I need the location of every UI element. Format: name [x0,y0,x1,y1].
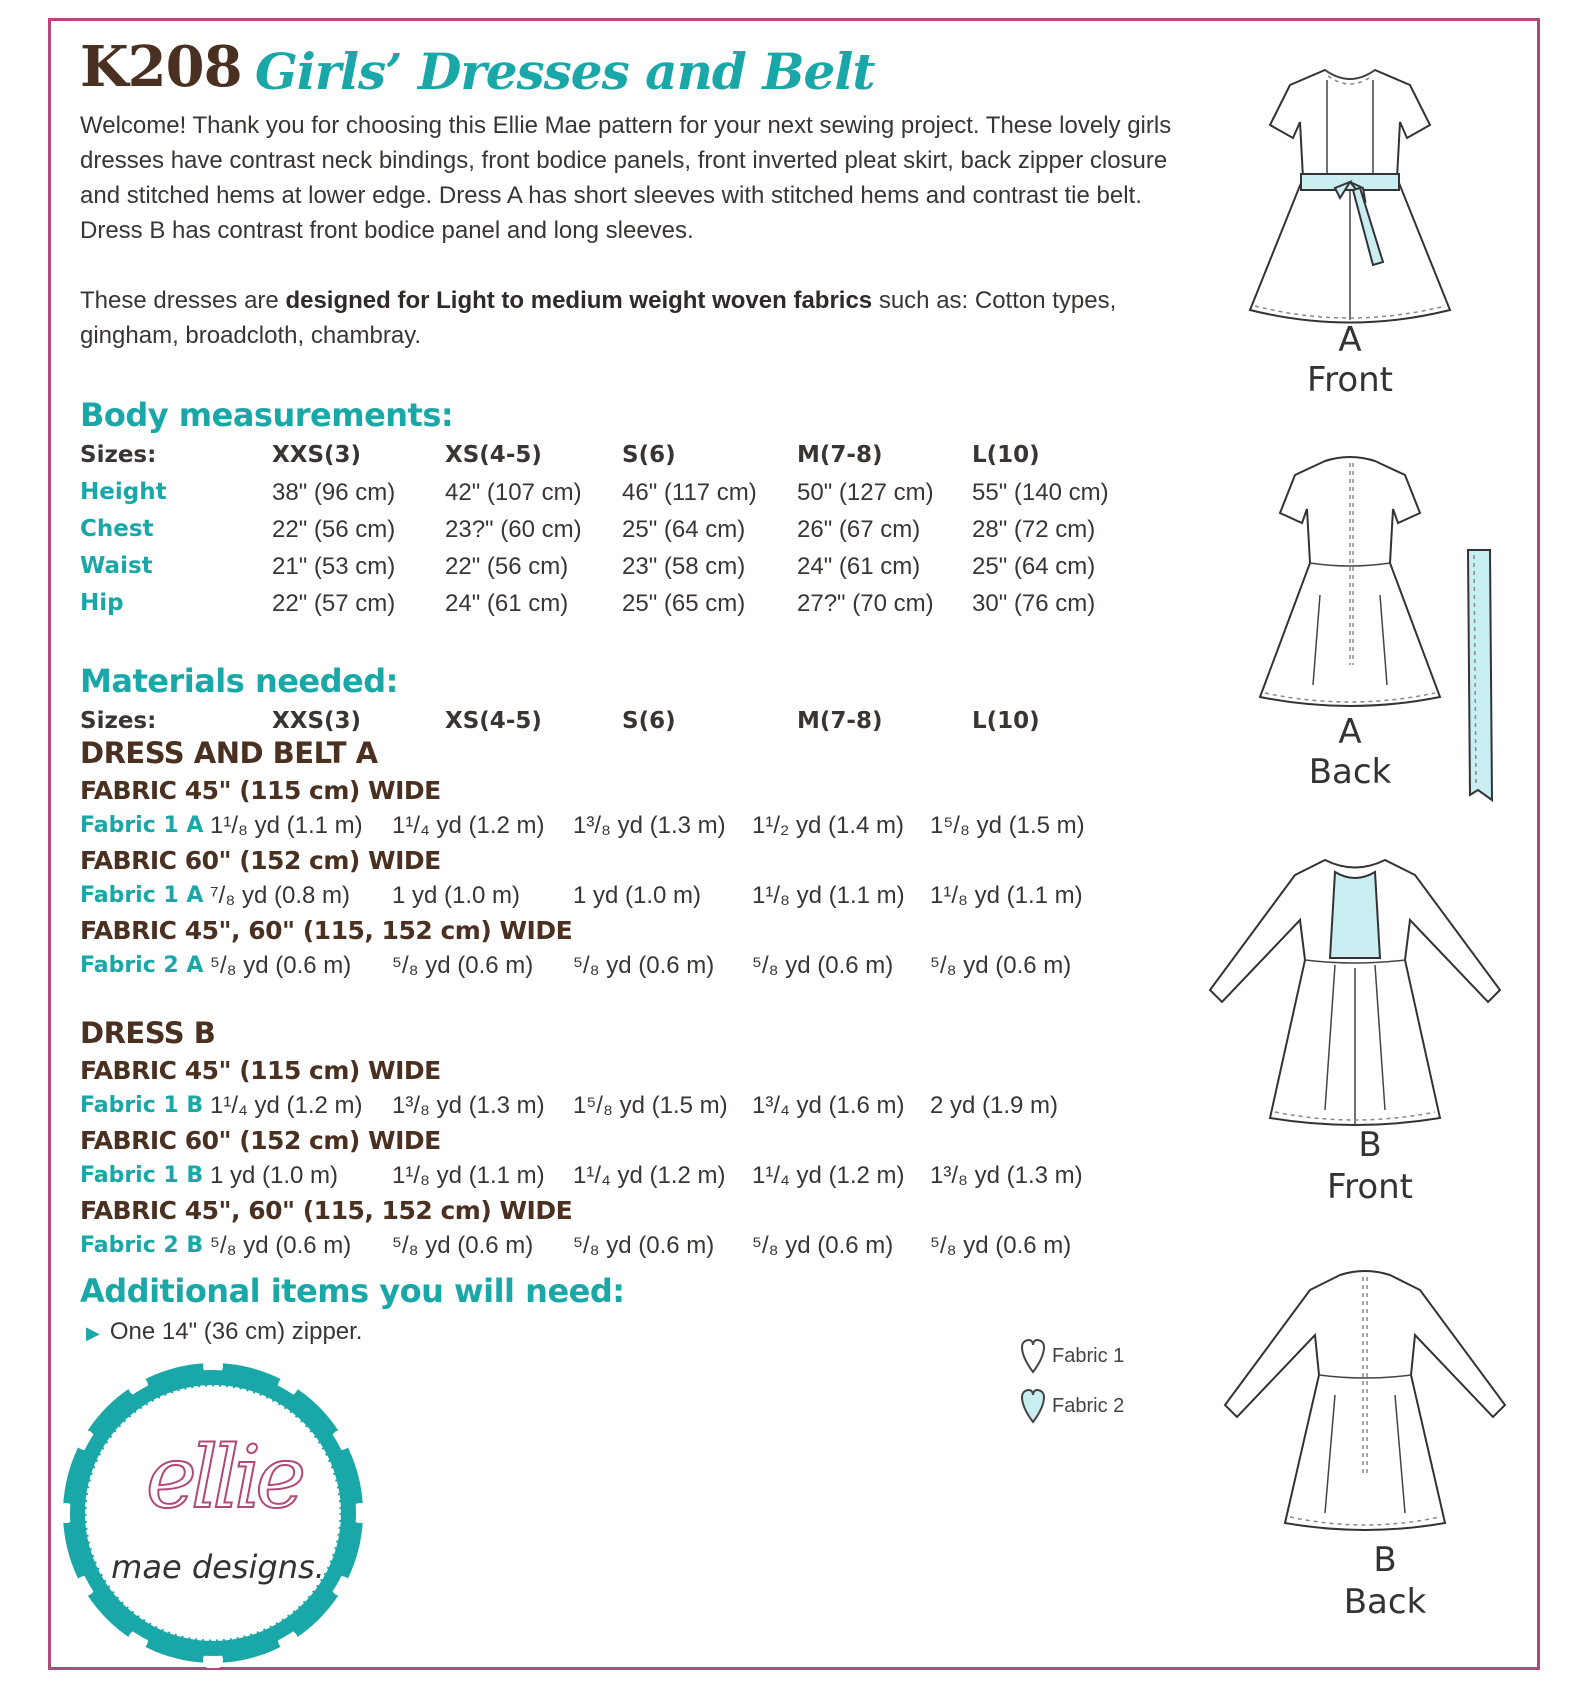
table-cell: ⁵/₈ yd (0.6 m) [210,1232,352,1259]
pattern-code: K208 [80,34,242,100]
table-cell: 25" (65 cm) [622,590,746,617]
legend-item-fabric2 [1020,1388,1124,1424]
table-cell: 1³/₈ yd (1.3 m) [930,1162,1083,1189]
caption-side: Back [1343,1582,1427,1622]
fabric-width-heading: FABRIC 45", 60" (115, 152 cm) WIDE [80,916,573,945]
table-cell: ⁵/₈ yd (0.6 m) [392,952,534,979]
fabric-width-heading: FABRIC 45" (115 cm) WIDE [80,776,441,805]
size-header: XS(4-5) [445,442,542,468]
legend-label: Fabric 2 [1052,1394,1125,1417]
size-header: M(7-8) [797,442,883,468]
fabric-label: Fabric 1 B [80,1163,204,1188]
table-cell: 1¹/₂ yd (1.4 m) [752,812,905,839]
table-cell: 21" (53 cm) [272,553,396,580]
additional-item-text: One 14" (36 cm) zipper. [109,1318,363,1345]
table-cell: 1¹/₄ yd (1.2 m) [752,1162,905,1189]
row-label-hip: Hip [80,590,124,616]
dress-a-back-drawing [1225,435,1475,715]
intro-paragraph: Welcome! Thank you for choosing this Ellie Mae pattern for your next sewing project. These lovely girls dresses have contrast neck bindings, front bodice panels, front inverted pleat skirt, back zipper closure and stitched hems at lower edge. Dress A has short sleeves with stitched hems and contrast tie belt. Dress B has contrast front bodice panel and long sleeves. [80,112,1172,244]
table-cell: 22" (56 cm) [272,516,396,543]
heart-icon [1020,1338,1046,1374]
dress-b-heading: DRESS B [80,1016,216,1050]
caption-side: Front [1307,360,1393,400]
table-cell: 22" (57 cm) [272,590,396,617]
additional-items-heading: Additional items you will need: [80,1272,625,1310]
fabric-rec-bold: designed for Light to medium weight woven fabrics [285,287,873,314]
materials-heading: Materials needed: [80,662,398,700]
table-cell: ⁷/₈ yd (0.8 m) [210,882,350,909]
dress-a-front-drawing [1235,40,1465,330]
caption-view: B [1358,1125,1382,1165]
table-cell: ⁵/₈ yd (0.6 m) [752,1232,894,1259]
sizes-label: Sizes: [80,442,157,468]
size-header: L(10) [972,442,1040,468]
illustration-a-front [1235,40,1465,330]
caption-view: B [1373,1540,1397,1580]
body-measurements-heading: Body measurements: [80,396,454,434]
table-cell: ⁵/₈ yd (0.6 m) [210,952,352,979]
dress-a-heading: DRESS AND BELT A [80,736,378,770]
table-cell: 1¹/₈ yd (1.1 m) [930,882,1083,909]
table-cell: 1 yd (1.0 m) [210,1162,339,1189]
table-cell: 26" (67 cm) [797,516,921,543]
table-cell: ⁵/₈ yd (0.6 m) [573,952,715,979]
fabric-width-heading: FABRIC 60" (152 cm) WIDE [80,1126,441,1155]
table-cell: 24" (61 cm) [797,553,921,580]
table-cell: 23?" (60 cm) [445,516,582,543]
legend-label: Fabric 1 [1052,1344,1125,1367]
caption-view: A [1338,320,1362,360]
table-cell: ⁵/₈ yd (0.6 m) [930,1232,1072,1259]
illustration-b-front [1200,850,1510,1130]
table-cell: 30" (76 cm) [972,590,1096,617]
fabric-label: Fabric 1 B [80,1093,204,1118]
fabric-label: Fabric 2 A [80,953,204,978]
table-cell: 1³/₈ yd (1.3 m) [573,812,726,839]
caption-side: Front [1327,1167,1413,1207]
table-cell: 42" (107 cm) [445,479,582,506]
size-header: XS(4-5) [445,708,542,734]
table-cell: ⁵/₈ yd (0.6 m) [573,1232,715,1259]
size-header: S(6) [622,442,676,468]
table-cell: 2 yd (1.9 m) [930,1092,1059,1119]
table-cell: 1¹/₄ yd (1.2 m) [573,1162,726,1189]
fabric-legend [1020,1338,1124,1424]
row-label-chest: Chest [80,516,154,542]
size-header: L(10) [972,708,1040,734]
size-header: XXS(3) [272,708,362,734]
caption-view: A [1338,712,1362,752]
heart-icon [1020,1388,1046,1424]
logo-subtitle: mae designs. [111,1548,325,1586]
sizes-label: Sizes: [80,708,157,734]
table-cell: 1¹/₈ yd (1.1 m) [752,882,905,909]
fabric-label: Fabric 2 B [80,1233,204,1258]
dress-b-front-drawing [1200,850,1510,1130]
fabric-rec-pre: These dresses are [80,287,286,314]
table-cell: 1¹/₈ yd (1.1 m) [392,1162,545,1189]
table-cell: 22" (56 cm) [445,553,569,580]
table-cell: 1¹/₈ yd (1.1 m) [210,812,363,839]
ellie-mae-logo [58,1358,368,1668]
fabric-width-heading: FABRIC 60" (152 cm) WIDE [80,846,441,875]
table-cell: 27?" (70 cm) [797,590,934,617]
table-cell: 24" (61 cm) [445,590,569,617]
logo-script: ellie [145,1428,301,1528]
belt-drawing [1460,545,1500,805]
table-cell: 38" (96 cm) [272,479,396,506]
table-cell: 1⁵/₈ yd (1.5 m) [573,1092,728,1119]
arrow-bullet-icon: ▶ [86,1323,100,1343]
table-cell: 1 yd (1.0 m) [573,882,702,909]
table-cell: 28" (72 cm) [972,516,1096,543]
fabric-width-heading: FABRIC 45", 60" (115, 152 cm) WIDE [80,1196,573,1225]
size-header: XXS(3) [272,442,362,468]
illustration-b-back [1215,1255,1515,1535]
size-header: M(7-8) [797,708,883,734]
table-cell: 1¹/₄ yd (1.2 m) [210,1092,363,1119]
table-cell: ⁵/₈ yd (0.6 m) [930,952,1072,979]
fabric-width-heading: FABRIC 45" (115 cm) WIDE [80,1056,441,1085]
fabric-recommendation [80,283,1200,353]
table-cell: 25" (64 cm) [972,553,1096,580]
table-cell: 1³/₄ yd (1.6 m) [752,1092,905,1119]
table-cell: 1⁵/₈ yd (1.5 m) [930,812,1085,839]
caption-side: Back [1308,752,1392,792]
table-cell: 46" (117 cm) [622,479,757,506]
size-header: S(6) [622,708,676,734]
table-cell: 1¹/₄ yd (1.2 m) [392,812,545,839]
table-cell: 23" (58 cm) [622,553,746,580]
table-cell: 25" (64 cm) [622,516,746,543]
dress-b-back-drawing [1215,1255,1515,1535]
table-cell: ⁵/₈ yd (0.6 m) [752,952,894,979]
table-cell: 50" (127 cm) [797,479,934,506]
table-cell: 1³/₈ yd (1.3 m) [392,1092,545,1119]
fabric-label: Fabric 1 A [80,883,204,908]
row-label-height: Height [80,479,167,505]
legend-item-fabric1 [1020,1338,1124,1374]
belt-illustration [1460,545,1500,805]
fabric-rec-post: such as: Cotton types, gingham, broadcloth, chambray. [80,287,1117,349]
illustration-a-back [1225,435,1475,715]
table-cell: 55" (140 cm) [972,479,1109,506]
row-label-waist: Waist [80,553,153,579]
table-cell: 1 yd (1.0 m) [392,882,521,909]
table-cell: ⁵/₈ yd (0.6 m) [392,1232,534,1259]
pattern-title: Girls’ Dresses and Belt [255,42,875,101]
additional-item [86,1318,362,1346]
fabric-label: Fabric 1 A [80,813,204,838]
